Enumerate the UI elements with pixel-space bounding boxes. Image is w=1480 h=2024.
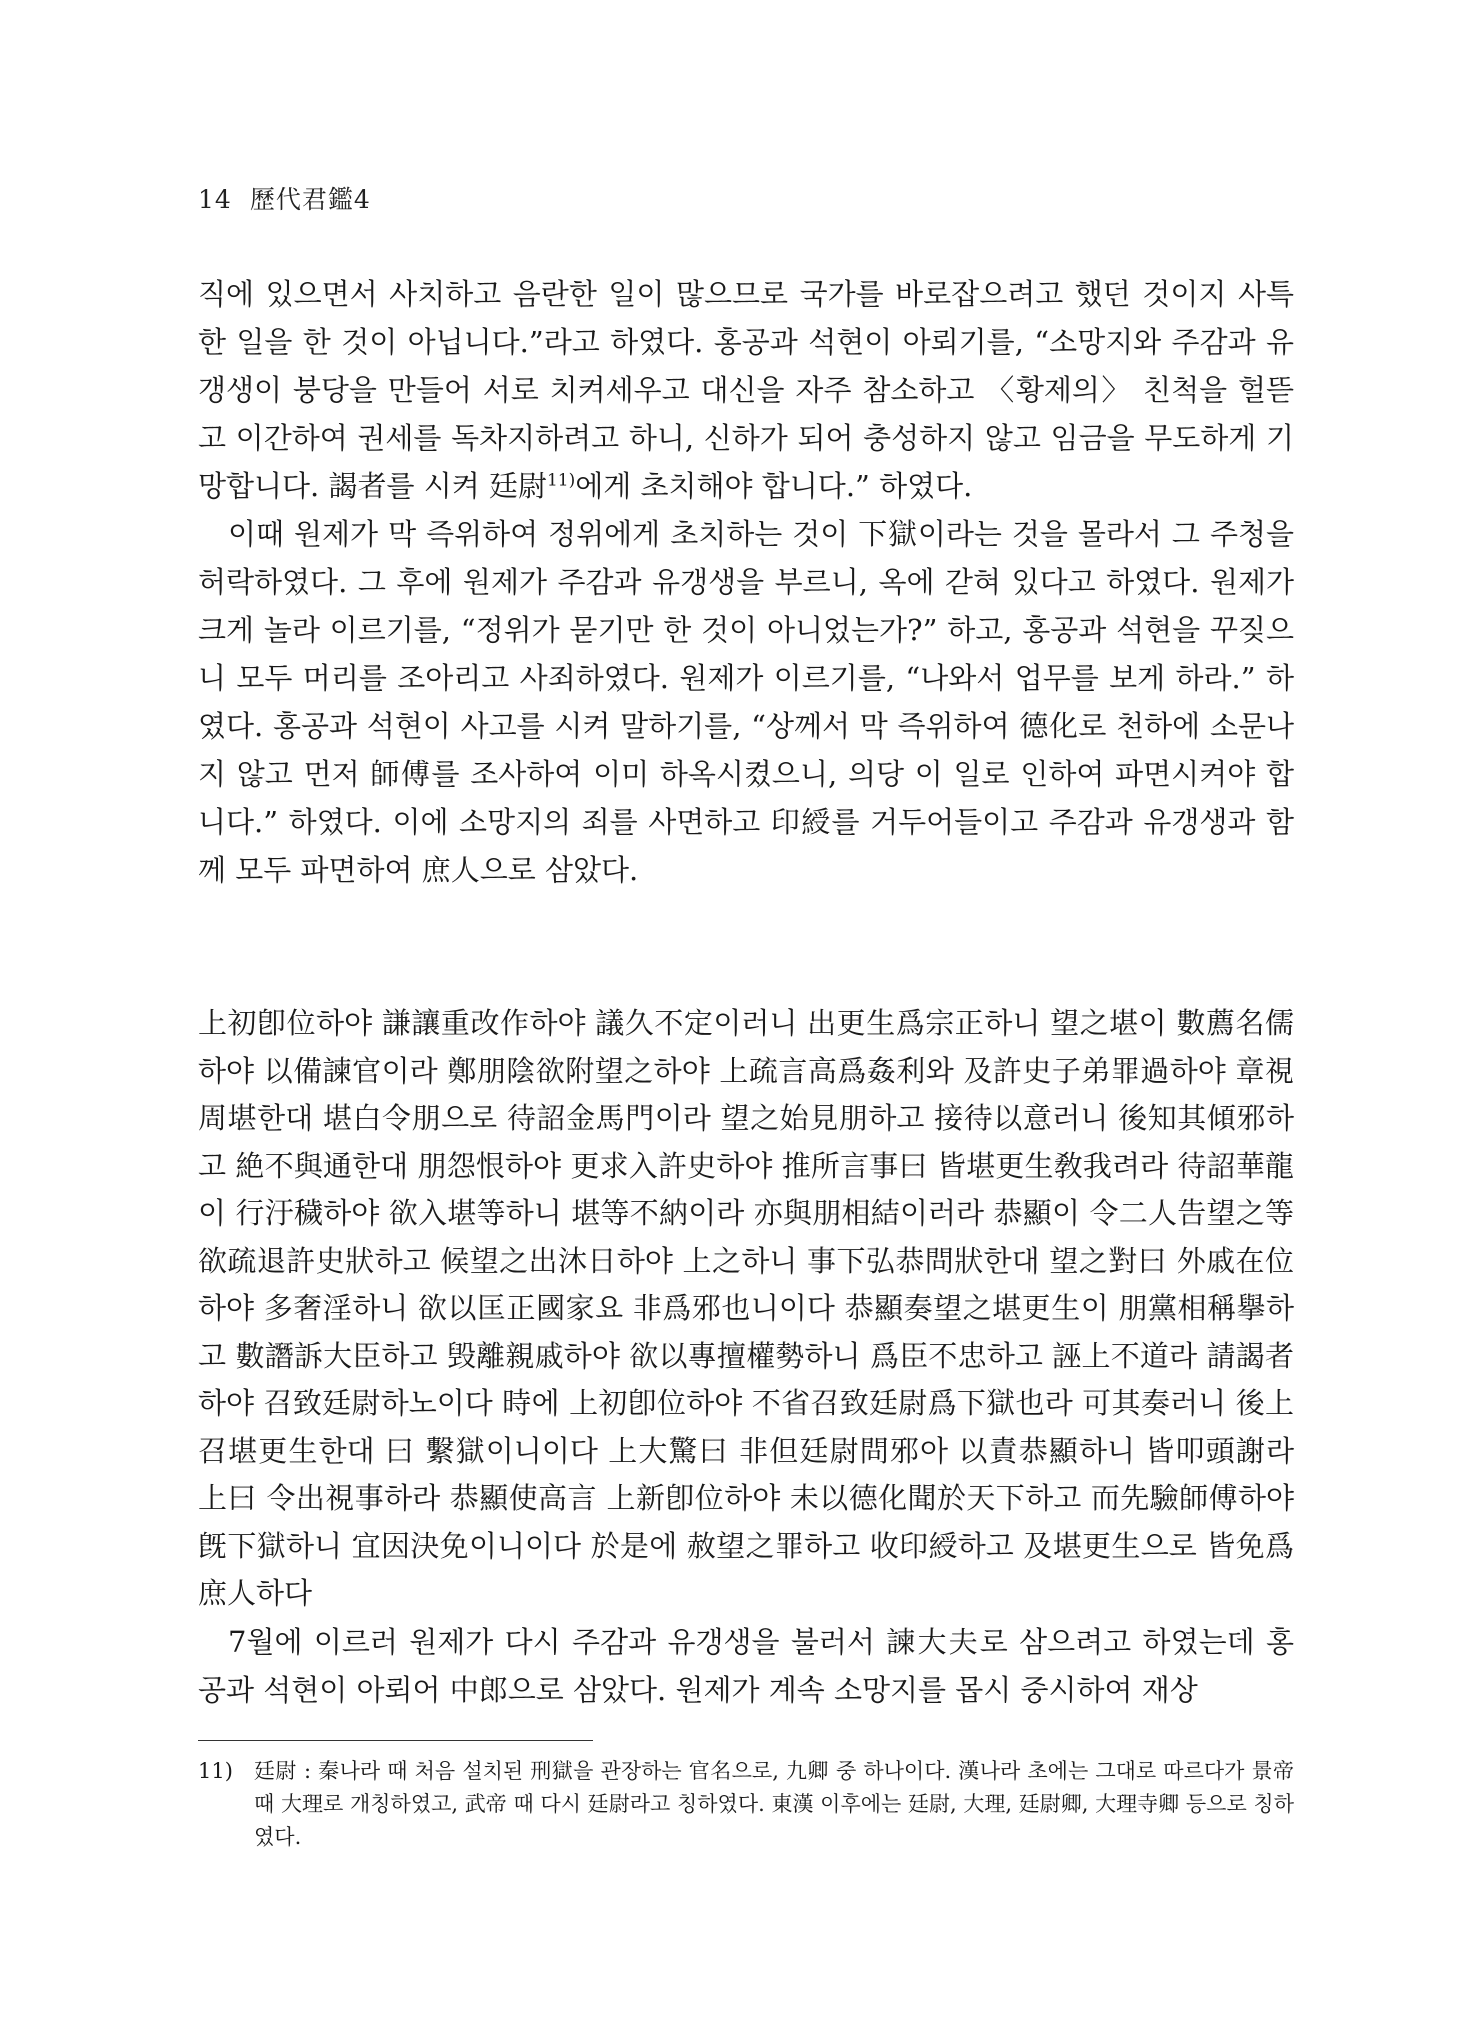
footnote-11 (198, 1755, 1294, 1854)
classical-chinese-text (198, 1000, 1294, 1618)
book-title: 歷代君鑑4 (249, 185, 371, 214)
running-header (198, 180, 371, 216)
translation-paragraph-2: 이때 원제가 막 즉위하여 정위에게 초치하는 것이 下獄이라는 것을 몰라서 그 주청을 허락하였다. 그 후에 원제가 주감과 유갱생을 부르니, 옥에 갇혀 있다고 하였다. 원제가 크게 놀라 이르기를, “정위가 묻기만 한 것이 아니었는가?” 하고, 홍공과 석현을 꾸짖으니 모두 머리를 조아리고 사죄하였다. 원제가 이르기를, “나와서 업무를 보게 하라.” 하였다. 홍공과 석현이 사고를 시켜 말하기를, “상께서 막 즉위하여 德化로 천하에 소문나지 않고 먼저 師傅를 조사하여 이미 하옥시켰으니, 의당 이 일로 인하여 파면시켜야 합니다.” 하였다. 이에 소망지의 죄를 사면하고 印綬를 거두어들이고 주감과 유갱생과 함께 모두 파면하여 庶人으로 삼았다. (198, 517, 1294, 887)
footnote-divider (198, 1740, 593, 1741)
paragraph-text-after-note: 에게 초치해야 합니다.” 하였다. (575, 469, 973, 503)
footnote-label: 11) (198, 1759, 233, 1783)
footnote-text: 廷尉 : 秦나라 때 처음 설치된 刑獄을 관장하는 官名으로, 九卿 중 하나이다. 漢나라 초에는 그대로 따르다가 景帝 때 大理로 개칭하였고, 武帝 때 다시 廷尉라고 칭하였다. 東漢 이후에는 廷尉, 大理, 廷尉卿, 大理寺卿 등으로 칭하였다. (254, 1759, 1294, 1849)
translation-paragraph-1 (198, 270, 1294, 510)
footnote-section (198, 1755, 1294, 1854)
paragraph-text-before-note: 직에 있으면서 사치하고 음란한 일이 많으므로 국가를 바로잡으려고 했던 것이지 사특한 일을 한 것이 아닙니다.”라고 하였다. 홍공과 석현이 아뢰기를, “소망지와 주감과 유갱생이 붕당을 만들어 서로 치켜세우고 대신을 자주 참소하고 〈황제의〉 친척을 헐뜯고 이간하여 권세를 독차지하려고 하니, 신하가 되어 충성하지 않고 임금을 무도하게 기망합니다. 謁者를 시켜 廷尉 (198, 277, 1294, 503)
korean-translation-continued (198, 1618, 1294, 1714)
footnote-reference: 11) (546, 470, 576, 491)
translation-paragraph-3: 7월에 이르러 원제가 다시 주감과 유갱생을 불러서 諫大夫로 삼으려고 하였는데 홍공과 석현이 아뢰어 中郎으로 삼았다. 원제가 계속 소망지를 몹시 중시하여 재상 (198, 1625, 1294, 1707)
korean-translation (198, 270, 1294, 894)
original-text-paragraph: 上初卽位하야 謙讓重改作하야 議久不定이러니 出更生爲宗正하니 望之堪이 數薦名儒하야 以備諫官이라 鄭朋陰欲附望之하야 上疏言高爲姦利와 及許史子弟罪過하야 章視周堪한대 堪白令朋으로 待詔金馬門이라 望之始見朋하고 接待以意러니 後知其傾邪하고 絶不與通한대 朋怨恨하야 更求入許史하야 推所言事曰 皆堪更生敎我려라 待詔華龍이 行汙穢하야 欲入堪等하니 堪等不納이라 亦與朋相結이러라 恭顯이 令二人告望之等欲疏退許史狀하고 候望之出沐日하야 上之하니 事下弘恭問狀한대 望之對曰 外戚在位하야 多奢淫하니 欲以匡正國家요 非爲邪也니이다 恭顯奏望之堪更生이 朋黨相稱擧하고 數譖訴大臣하고 毁離親戚하야 欲以專擅權勢하니 爲臣不忠하고 誣上不道라 請謁者하야 召致廷尉하노이다 時에 上初卽位하야 不省召致廷尉爲下獄也라 可其奏러니 後上召堪更生한대 曰 繫獄이니이다 上大驚曰 非但廷尉問邪아 以責恭顯하니 皆叩頭謝라 上曰 令出視事하라 恭顯使高言 上新卽位하야 未以德化聞於天下하고 而先驗師傅하야 旣下獄하니 宜因決免이니이다 於是에 赦望之罪하고 收印綬하고 及堪更生으로 皆免爲庶人하다 (198, 1006, 1294, 1610)
page-number: 14 (198, 185, 232, 214)
